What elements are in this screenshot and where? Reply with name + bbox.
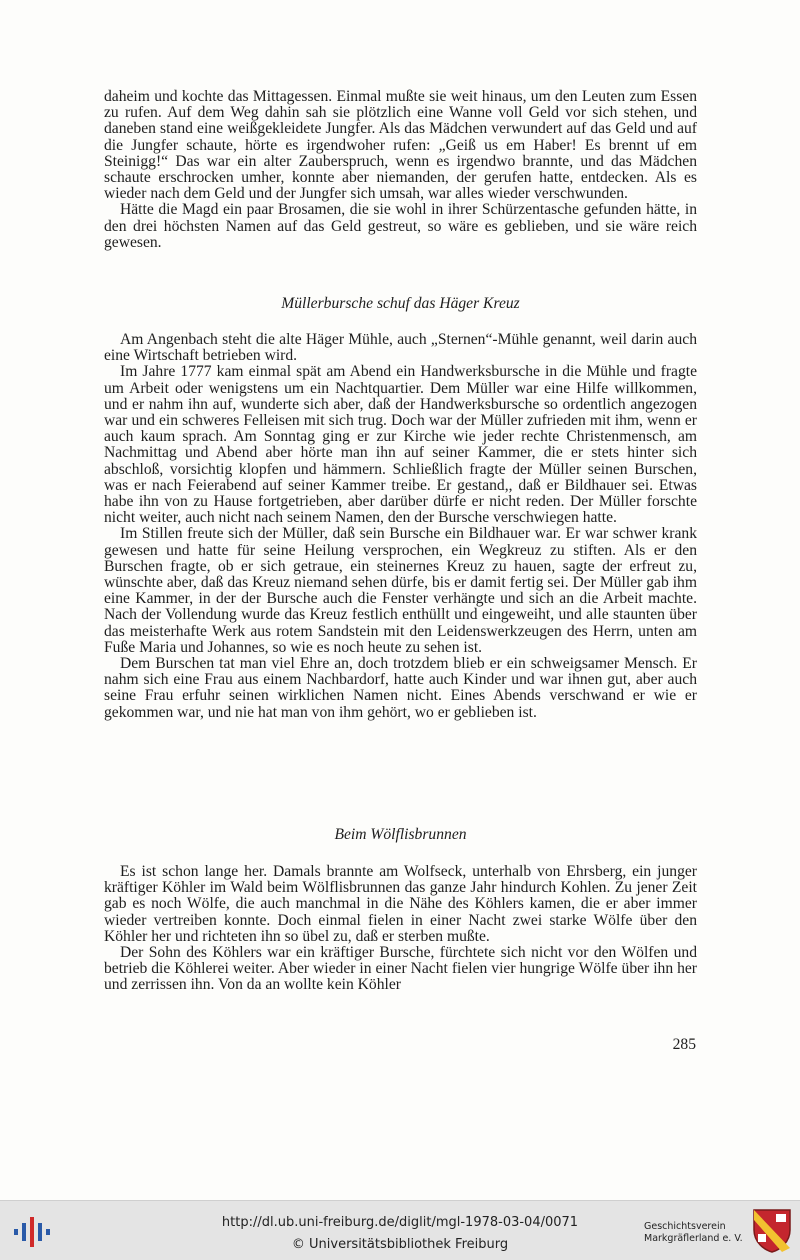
section-heading-1: Müllerbursche schuf das Häger Kreuz (281, 295, 520, 312)
section-2-paragraph-1: Es ist schon lange her. Damals brannte am Wolfseck, unterhalb von Ehrsberg, ein junger kräftiger Köhler im Wald beim Wölflisbrunnen das ganze Jahr hindurch Kohlen. Zu jener Zeit gab es noch Wölfe, die auch manchmal in die Nähe des Köhlers kamen, die er aber immer wieder vertreiben konnte. Doch einmal fielen in einer Nacht zwei starke Wölfe über den Köhler her und richteten ihn so übel zu, daß er sterben mußte. (104, 863, 697, 945)
section-1-paragraph-4: Dem Burschen tat man viel Ehre an, doch trotzdem blieb er ein schweigsamer Mensch. Er nahm sich eine Frau aus einem Nachbardorf, hatte auch Kinder und war ihnen gut, aber auch seine Frau erfuhr seinen wirklichen Namen nicht. Eines Abends verschwand er wie er gekommen war, und nie hat man von ihm gehört, wo er geblieben ist. (104, 655, 697, 721)
society-crest-icon (752, 1208, 792, 1254)
section-heading-2: Beim Wölflisbrunnen (334, 826, 467, 843)
footer-bar (0, 1200, 800, 1260)
page-number: 285 (672, 1036, 696, 1053)
intro-text (104, 89, 697, 251)
section-2-text (104, 864, 697, 994)
intro-paragraph-2: Hätte die Magd ein paar Brosamen, die sie wohl in ihrer Schürzentasche gefunden hätte, in den drei höchsten Namen auf das Geld gestreut, so wäre es geblieben, und sie wäre reich gewesen. (104, 201, 697, 251)
footer-copyright: © Universitätsbibliothek Freiburg (291, 1237, 509, 1252)
society-name (644, 1221, 749, 1245)
society-name-line-1: Geschichtsverein (644, 1221, 726, 1232)
intro-paragraph-1: daheim und kochte das Mittagessen. Einmal mußte sie weit hinaus, um den Leuten zum Essen zu rufen. Auf dem Weg dahin sah sie plötzlich eine Wanne voll Geld vor sich stehen, und daneben stand eine weißgekleidete Jungfer. Als das Mädchen verwundert auf das Geld und auf die Jungfer schaute, hörte es irgendwoher rufen: „Geiß us em Haber! Es brennt uf em Steinigg!“ Das war ein alter Zauberspruch, wenn es irgendwo brannte, und das Mädchen schaute erschrocken umher, konnte aber niemanden, der gerufen hatte, entdecken. Als es wieder nach dem Geld und der Jungfer sich umsah, war alles wieder verschwunden. (104, 88, 697, 203)
society-name-line-2: Markgräflerland e. V. (644, 1233, 743, 1244)
section-1-text (104, 332, 697, 721)
section-2-paragraph-2: Der Sohn des Köhlers war ein kräftiger Bursche, fürchtete sich nicht vor den Wölfen und betrieb die Köhlerei weiter. Aber wieder in einer Nacht fielen vier hungrige Wölfe über ihn her und zerrissen ihn. Von da an wollte kein Köhler (104, 944, 697, 994)
section-1-paragraph-3: Im Stillen freute sich der Müller, daß sein Bursche ein Bildhauer war. Er war schwer krank gewesen und hatte für seine Heilung versprochen, ein Wegkreuz zu stiften. Als er den Burschen fragte, ob er sich getraue, ein steinernes Kreuz zu hauen, sagte der erfreut zu, wünschte aber, daß das Kreuz niemand sehen dürfe, bis er damit fertig sei. Der Müller gab ihm eine Kammer, in der der Bursche auch die Fenster verhängte und sich an die Arbeit machte. Nach der Vollendung wurde das Kreuz festlich enthüllt und eingeweiht, und alle staunten über das meisterhafte Werk aus rotem Sandstein mit den Leidenswerkzeugen des Herrn, unten am Fuße Maria und Johannes, so wie es noch heute zu sehen ist. (104, 525, 697, 656)
section-1-paragraph-2: Im Jahre 1777 kam einmal spät am Abend ein Handwerksbursche in die Mühle und fragte um Arbeit oder wenigstens um ein Nachtquartier. Dem Müller war eine Hilfe willkommen, und er nahm ihn auf, wunderte sich aber, daß der Handwerksbursche so ordentlich angezogen war und ein schweres Felleisen mit sich trug. Doch war der Müller zufrieden mit ihm, wenn er auch kaum sprach. Am Sonntag ging er zur Kirche wie jeder rechte Christenmensch, am Nachmittag und Abend aber hörte man ihn auf seiner Kammer, die er stets hinter sich abschloß, vorsichtig klopfen und hämmern. Schließlich fragte der Müller seinen Burschen, was er nach Feierabend auf seiner Kammer treibe. Er gestand,, daß er Bildhauer sei. Etwas habe ihn von zu Hause fortgetrieben, aber darüber dürfe er nicht reden. Der Müller forschte nicht weiter, auch nicht nach seinem Namen, den der Bursche verschwiegen hatte. (104, 363, 697, 527)
section-1-paragraph-1: Am Angenbach steht die alte Häger Mühle, auch „Sternen“-Mühle genannt, weil darin auch eine Wirtschaft betrieben wird. (104, 331, 697, 365)
footer-url-link[interactable]: http://dl.ub.uni-freiburg.de/diglit/mgl-1978-03-04/0071 (221, 1215, 579, 1230)
